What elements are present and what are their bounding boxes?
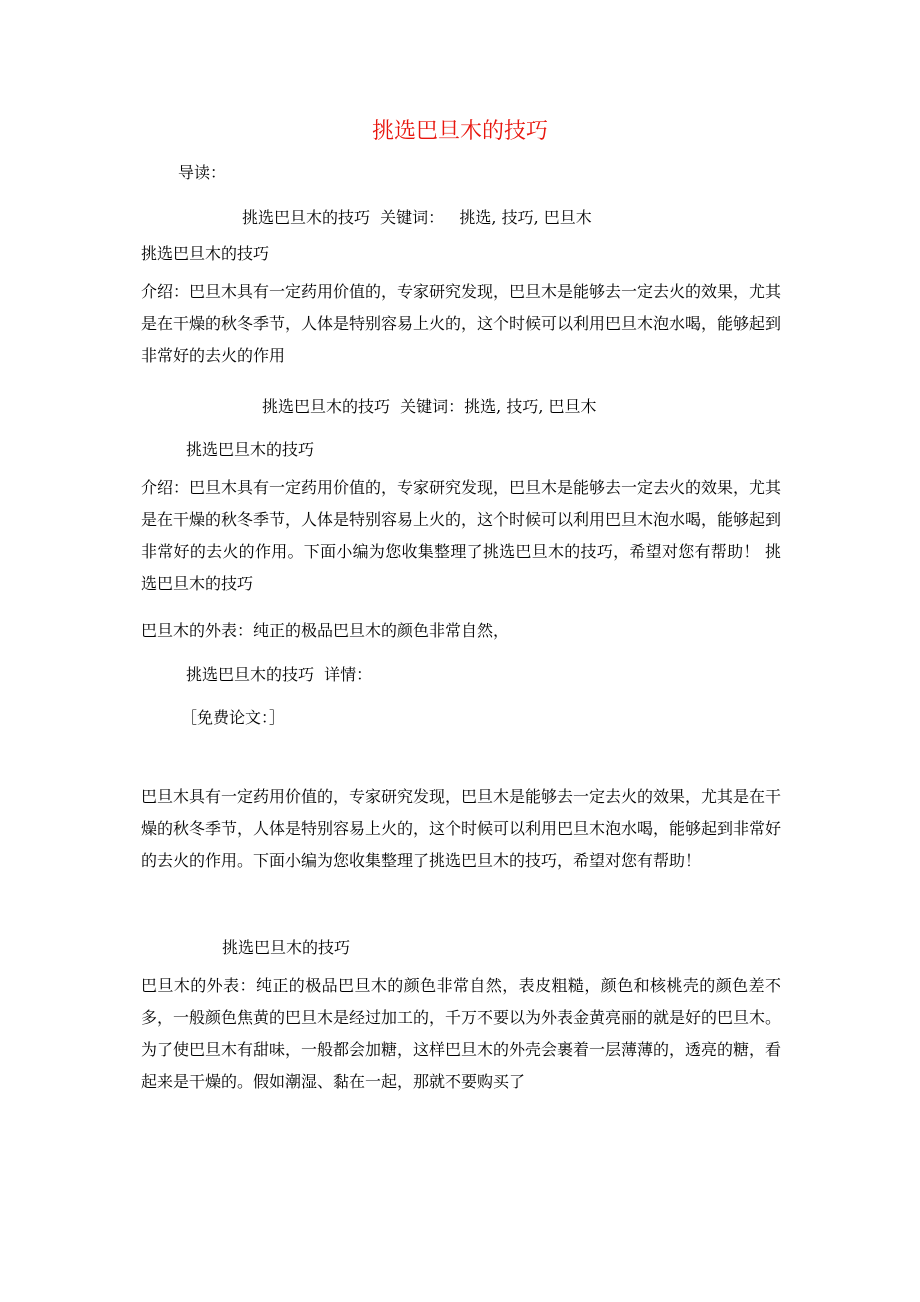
- body-paragraph-1: 巴旦木具有一定药用价值的，专家研究发现，巴旦木是能够去一定去火的效果，尤其是在干燥的秋冬季节，人体是特别容易上火的，这个时候可以利用巴旦木泡水喝，能够起到非常好的去火的作用。下面小编为您收集整理了挑选巴旦木的技巧，希望对您有帮助！: [141, 787, 782, 870]
- heading-3: 挑选巴旦木的技巧: [222, 938, 351, 957]
- body-paragraph-2: 巴旦木的外表：纯正的极品巴旦木的颜色非常自然，表皮粗糙，颜色和核桃壳的颜色差不多，一般颜色焦黄的巴旦木是经过加工的，千万不要以为外表金黄亮丽的就是好的巴旦木。为了使巴旦木有甜味，一般都会加糖，这样巴旦木的外壳会裹着一层薄薄的，透亮的糖，看起来是干燥的。假如潮湿、黏在一起，那就不要购买了: [141, 976, 782, 1091]
- intro-paragraph-1: 介绍：巴旦木具有一定药用价值的，专家研究发现，巴旦木是能够去一定去火的效果，尤其是在干燥的秋冬季节，人体是特别容易上火的，这个时候可以利用巴旦木泡水喝，能够起到非常好的去火的作用: [141, 282, 782, 365]
- heading-2: 挑选巴旦木的技巧: [186, 440, 315, 459]
- heading-1: 挑选巴旦木的技巧: [141, 244, 270, 263]
- free-paper-label: ［免费论文：］: [181, 708, 286, 727]
- document-title: 挑选巴旦木的技巧: [371, 119, 548, 144]
- appearance-summary: 巴旦木的外表：纯正的极品巴旦木的颜色非常自然，: [141, 621, 510, 640]
- keywords-line-1: 挑选巴旦木的技巧 关键词： 挑选, 技巧, 巴旦木: [242, 208, 592, 227]
- details-label: 挑选巴旦木的技巧 详情：: [186, 665, 373, 684]
- intro-label: 导读：: [178, 163, 227, 182]
- intro-paragraph-2: 介绍：巴旦木具有一定药用价值的，专家研究发现，巴旦木是能够去一定去火的效果，尤其是在干燥的秋冬季节，人体是特别容易上火的，这个时候可以利用巴旦木泡水喝，能够起到非常好的去火的作用。下面小编为您收集整理了挑选巴旦木的技巧，希望对您有帮助！ 挑选巴旦木的技巧: [141, 478, 782, 593]
- keywords-line-2: 挑选巴旦木的技巧 关键词：挑选, 技巧, 巴旦木: [262, 397, 597, 416]
